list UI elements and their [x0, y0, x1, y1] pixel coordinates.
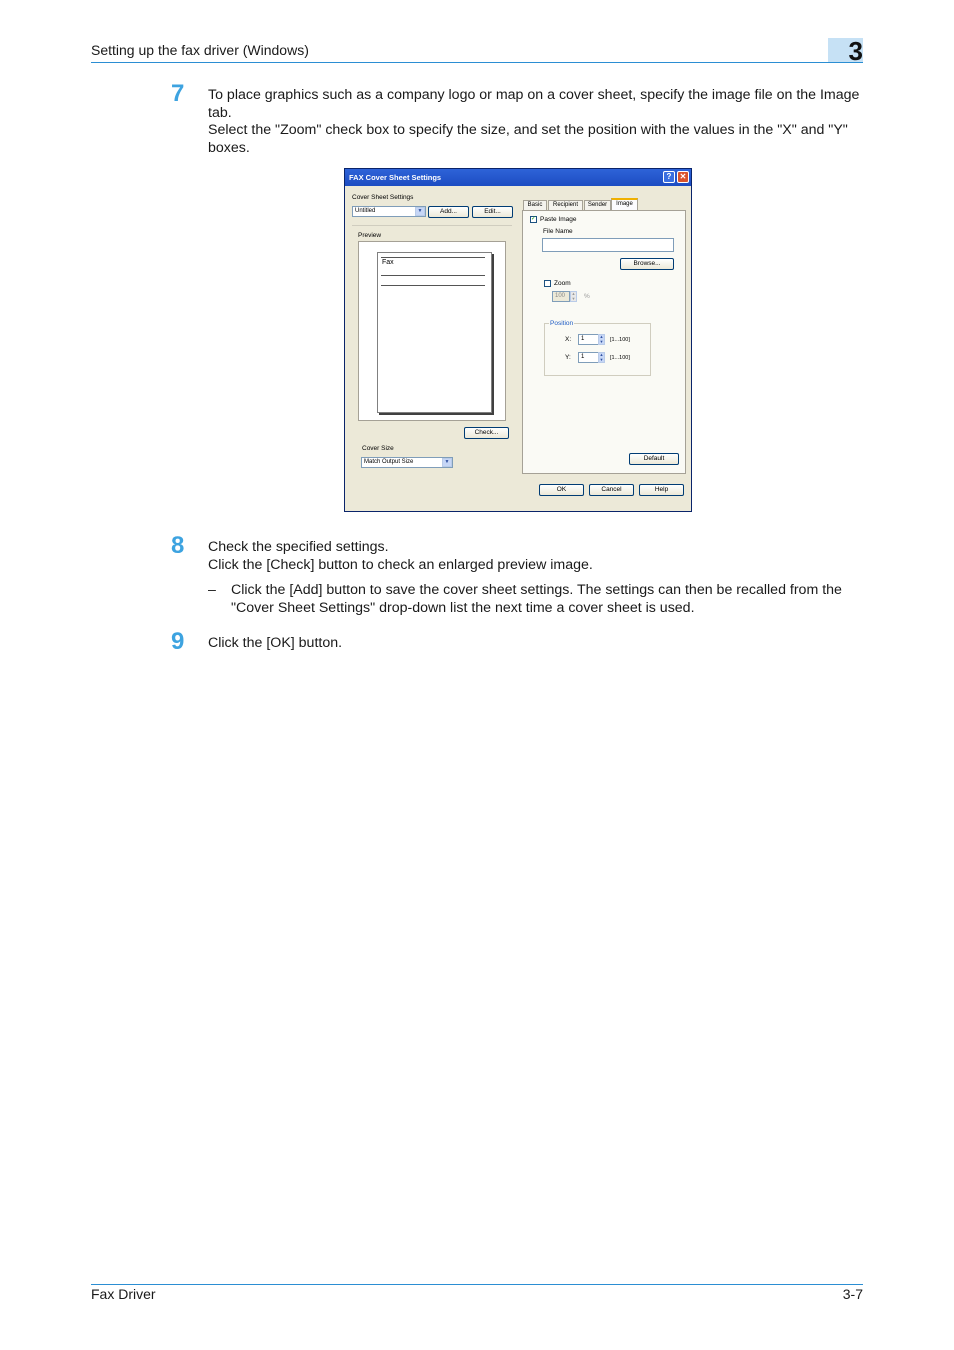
- y-range: [1...100]: [610, 355, 630, 361]
- tab-image[interactable]: Image: [611, 198, 638, 210]
- help-button[interactable]: Help: [639, 484, 684, 496]
- bullet-line: "Cover Sheet Settings" drop-down list the next time a cover sheet is used.: [231, 599, 695, 616]
- step-7-line: Select the "Zoom" check box to specify the size, and set the position with the values in the "X" and "Y": [208, 122, 848, 138]
- page-number: 3-7: [842, 1286, 863, 1302]
- default-button[interactable]: Default: [629, 453, 679, 465]
- step-9-text: [208, 635, 863, 653]
- x-range: [1...100]: [610, 337, 630, 343]
- step-8-line: Click the [Check] button to check an enlarged preview image.: [208, 556, 593, 573]
- step-7-line: tab.: [208, 104, 232, 121]
- preview-label: Preview: [358, 232, 382, 239]
- preview-line: [381, 285, 485, 286]
- paste-image-checkbox[interactable]: ✓: [531, 216, 537, 222]
- cover-sheet-settings-label: Cover Sheet Settings: [352, 194, 414, 201]
- preview-line: [381, 257, 485, 258]
- file-name-input[interactable]: [542, 238, 674, 252]
- step-8-text: [208, 539, 863, 574]
- y-stepper[interactable]: ▲ ▼: [599, 352, 604, 362]
- footer-title: Fax Driver: [91, 1286, 156, 1302]
- preview-fax-title: Fax: [382, 259, 394, 266]
- header-rule: [91, 62, 863, 63]
- x-label: X:: [565, 336, 572, 343]
- paste-image-label: Paste Image: [540, 216, 577, 223]
- tab-sender[interactable]: Sender: [584, 200, 611, 210]
- y-label: Y:: [565, 354, 571, 361]
- divider: [352, 225, 512, 226]
- chevron-down-icon[interactable]: ▼: [442, 458, 452, 467]
- position-label: Position: [550, 320, 574, 327]
- step-9-line: Click the [OK] button.: [208, 635, 343, 651]
- preview-line: [381, 275, 485, 276]
- cover-size-select[interactable]: Match Output Size: [361, 457, 453, 468]
- step-number-9: 9: [171, 628, 185, 655]
- footer-rule: [91, 1284, 863, 1285]
- zoom-checkbox[interactable]: [544, 280, 551, 287]
- x-input[interactable]: 1: [578, 334, 599, 345]
- step-number-8: 8: [171, 532, 185, 559]
- zoom-stepper[interactable]: ▲ ▼: [571, 291, 576, 301]
- browse-button[interactable]: Browse...: [620, 258, 674, 270]
- chevron-down-icon[interactable]: ▼: [415, 207, 425, 216]
- step-7-line: To place graphics such as a company logo or map on a cover sheet, specify the image file on the Image: [208, 87, 860, 103]
- zoom-label: Zoom: [554, 280, 571, 287]
- cancel-button[interactable]: Cancel: [589, 484, 634, 496]
- step-number-7: 7: [171, 80, 185, 107]
- dialog-title: FAX Cover Sheet Settings: [349, 173, 442, 182]
- bullet-line: Click the [Add] button to save the cover sheet settings. The settings can then be recalled from the: [231, 582, 842, 598]
- tab-basic[interactable]: Basic: [523, 200, 547, 210]
- file-name-label: File Name: [543, 228, 573, 235]
- y-input[interactable]: 1: [578, 352, 599, 363]
- bullet-marker: –: [208, 582, 216, 598]
- add-button[interactable]: Add...: [428, 206, 469, 218]
- running-header: Setting up the fax driver (Windows): [91, 42, 309, 58]
- ok-button[interactable]: OK: [539, 484, 584, 496]
- step-7-text: [208, 87, 863, 157]
- step-8-bullet-text: [231, 582, 863, 617]
- zoom-input[interactable]: 100: [552, 291, 570, 302]
- step-8-line: Check the specified settings.: [208, 539, 389, 555]
- preview-page: [377, 252, 492, 413]
- edit-button[interactable]: Edit...: [472, 206, 513, 218]
- x-stepper[interactable]: ▲ ▼: [599, 334, 604, 344]
- tab-recipient[interactable]: Recipient: [548, 200, 583, 210]
- zoom-unit: %: [584, 293, 590, 300]
- check-button[interactable]: Check...: [464, 427, 509, 439]
- help-icon[interactable]: ?: [663, 171, 675, 183]
- close-icon[interactable]: ✕: [677, 171, 689, 183]
- cover-size-label: Cover Size: [362, 445, 394, 452]
- fax-cover-sheet-dialog: [344, 168, 692, 512]
- cover-sheet-select[interactable]: Untitled: [352, 206, 426, 217]
- chapter-number: 3: [848, 36, 863, 66]
- position-group: [544, 323, 651, 376]
- step-7-line: boxes.: [208, 139, 250, 156]
